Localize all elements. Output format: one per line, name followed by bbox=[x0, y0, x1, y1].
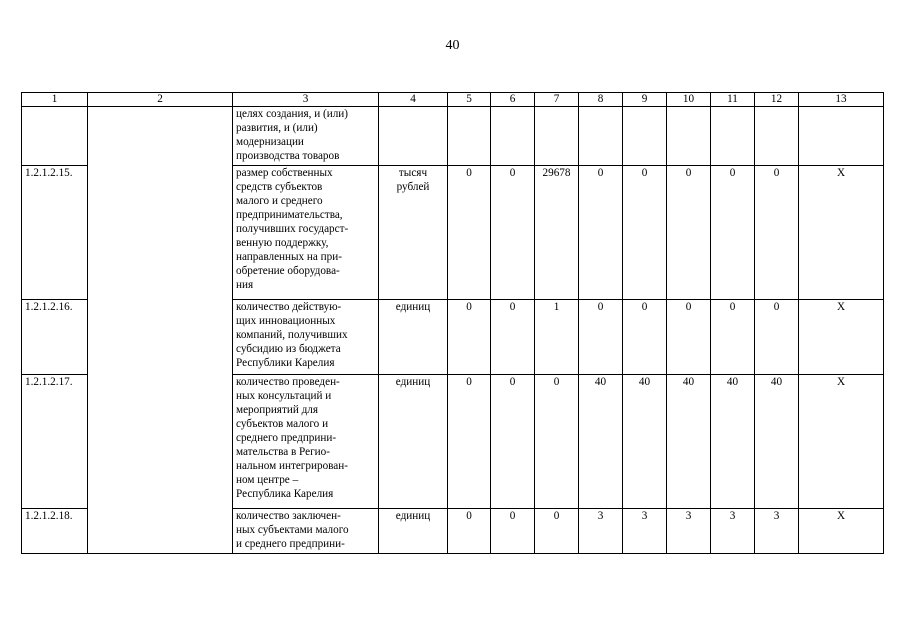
row-value-cell: 0 bbox=[491, 300, 535, 375]
row-code-cell: 1.2.1.2.16. bbox=[22, 300, 88, 375]
row-value-cell: 0 bbox=[755, 166, 799, 300]
row-value-cell: 0 bbox=[535, 375, 579, 509]
description-line: среднего предприни- bbox=[236, 432, 337, 444]
row-description-cell bbox=[233, 107, 379, 166]
description-line: обретение оборудова- bbox=[236, 265, 340, 277]
row-value-cell: 3 bbox=[711, 509, 755, 554]
row-unit-cell bbox=[379, 107, 448, 166]
row-value-cell: 3 bbox=[755, 509, 799, 554]
row-value-cell: 3 bbox=[667, 509, 711, 554]
description-line: ных консультаций и bbox=[236, 390, 332, 402]
header-row bbox=[22, 93, 884, 107]
row-mark-cell: Х bbox=[799, 375, 884, 509]
description-line: мероприятий для bbox=[236, 404, 319, 416]
row-description-cell bbox=[233, 166, 379, 300]
row-value-cell: 0 bbox=[491, 509, 535, 554]
description-line: модернизации bbox=[236, 136, 304, 148]
column-header-3: 3 bbox=[233, 93, 379, 107]
row-unit-cell bbox=[379, 166, 448, 300]
table-row bbox=[22, 107, 884, 166]
row-value-cell bbox=[623, 107, 667, 166]
row-value-cell: 0 bbox=[491, 375, 535, 509]
row-code-cell: 1.2.1.2.18. bbox=[22, 509, 88, 554]
row-mark-cell: Х bbox=[799, 509, 884, 554]
unit-line: единиц bbox=[395, 376, 431, 388]
row-unit-cell bbox=[379, 375, 448, 509]
row-value-cell bbox=[711, 107, 755, 166]
description-line: количество проведен- bbox=[236, 376, 340, 388]
row-value-cell: 0 bbox=[579, 166, 623, 300]
data-table bbox=[21, 92, 884, 554]
description-line: Республики Карелия bbox=[236, 357, 335, 369]
column-header-9: 9 bbox=[623, 93, 667, 107]
column-header-8: 8 bbox=[579, 93, 623, 107]
row-value-cell: 0 bbox=[711, 300, 755, 375]
description-line: количество действую- bbox=[236, 301, 342, 313]
row-mark-cell: Х bbox=[799, 300, 884, 375]
description-line: размер собственных bbox=[236, 167, 333, 179]
column-header-10: 10 bbox=[667, 93, 711, 107]
row-value-cell: 0 bbox=[448, 375, 491, 509]
row-value-cell: 0 bbox=[448, 300, 491, 375]
row-unit-cell bbox=[379, 509, 448, 554]
description-line: и среднего предприни- bbox=[236, 538, 345, 550]
row-value-cell: 0 bbox=[535, 509, 579, 554]
unit-line: единиц bbox=[395, 301, 431, 313]
description-line: субсидию из бюджета bbox=[236, 343, 341, 355]
row-description-cell bbox=[233, 300, 379, 375]
row-value-cell: 3 bbox=[579, 509, 623, 554]
column-header-4: 4 bbox=[379, 93, 448, 107]
description-line: компаний, получивших bbox=[236, 329, 348, 341]
row-value-cell: 0 bbox=[623, 300, 667, 375]
row-value-cell: 0 bbox=[711, 166, 755, 300]
description-line: получивших государст- bbox=[236, 223, 349, 235]
column-header-6: 6 bbox=[491, 93, 535, 107]
row-value-cell bbox=[579, 107, 623, 166]
row-value-cell: 0 bbox=[491, 166, 535, 300]
row-value-cell: 3 bbox=[623, 509, 667, 554]
column-header-13: 13 bbox=[799, 93, 884, 107]
section-cell bbox=[88, 107, 233, 554]
column-header-5: 5 bbox=[448, 93, 491, 107]
row-value-cell: 0 bbox=[448, 509, 491, 554]
unit-line: рублей bbox=[396, 181, 430, 193]
description-line: ном центре – bbox=[236, 474, 299, 486]
description-line: целях создания, и (или) bbox=[236, 108, 349, 120]
row-value-cell bbox=[535, 107, 579, 166]
row-description-cell bbox=[233, 509, 379, 554]
description-line: производства товаров bbox=[236, 150, 340, 162]
description-line: средств субъектов bbox=[236, 181, 323, 193]
row-value-cell: 40 bbox=[579, 375, 623, 509]
row-value-cell: 0 bbox=[755, 300, 799, 375]
row-description-cell bbox=[233, 375, 379, 509]
row-value-cell: 0 bbox=[667, 166, 711, 300]
row-value-cell: 1 bbox=[535, 300, 579, 375]
row-value-cell: 40 bbox=[667, 375, 711, 509]
description-line: ния bbox=[236, 279, 254, 291]
column-header-12: 12 bbox=[755, 93, 799, 107]
page-number: 40 bbox=[445, 38, 460, 53]
row-value-cell: 0 bbox=[667, 300, 711, 375]
row-value-cell: 40 bbox=[623, 375, 667, 509]
row-value-cell: 40 bbox=[711, 375, 755, 509]
row-mark-cell: Х bbox=[799, 166, 884, 300]
row-value-cell: 29678 bbox=[535, 166, 579, 300]
row-value-cell bbox=[755, 107, 799, 166]
row-value-cell bbox=[491, 107, 535, 166]
description-line: количество заключен- bbox=[236, 510, 341, 522]
unit-line: единиц bbox=[395, 510, 431, 522]
description-line: ных субъектами малого bbox=[236, 524, 349, 536]
column-header-2: 2 bbox=[88, 93, 233, 107]
row-value-cell: 0 bbox=[579, 300, 623, 375]
row-code-cell: 1.2.1.2.15. bbox=[22, 166, 88, 300]
description-line: Республика Карелия bbox=[236, 488, 334, 500]
description-line: развития, и (или) bbox=[236, 122, 318, 134]
row-value-cell: 0 bbox=[623, 166, 667, 300]
row-value-cell: 40 bbox=[755, 375, 799, 509]
row-unit-cell bbox=[379, 300, 448, 375]
row-code-cell: 1.2.1.2.17. bbox=[22, 375, 88, 509]
row-mark-cell bbox=[799, 107, 884, 166]
column-header-11: 11 bbox=[711, 93, 755, 107]
description-line: щих инновационных bbox=[236, 315, 336, 327]
description-line: предпринимательства, bbox=[236, 209, 343, 221]
row-value-cell bbox=[667, 107, 711, 166]
unit-line: тысяч bbox=[398, 167, 428, 179]
description-line: направленных на при- bbox=[236, 251, 342, 263]
column-header-1: 1 bbox=[22, 93, 88, 107]
description-line: субъектов малого и bbox=[236, 418, 329, 430]
column-header-7: 7 bbox=[535, 93, 579, 107]
row-value-cell: 0 bbox=[448, 166, 491, 300]
row-code-cell bbox=[22, 107, 88, 166]
description-line: венную поддержку, bbox=[236, 237, 329, 249]
row-value-cell bbox=[448, 107, 491, 166]
description-line: нальном интегрирован- bbox=[236, 460, 348, 472]
description-line: мательства в Регио- bbox=[236, 446, 330, 458]
description-line: малого и среднего bbox=[236, 195, 323, 207]
